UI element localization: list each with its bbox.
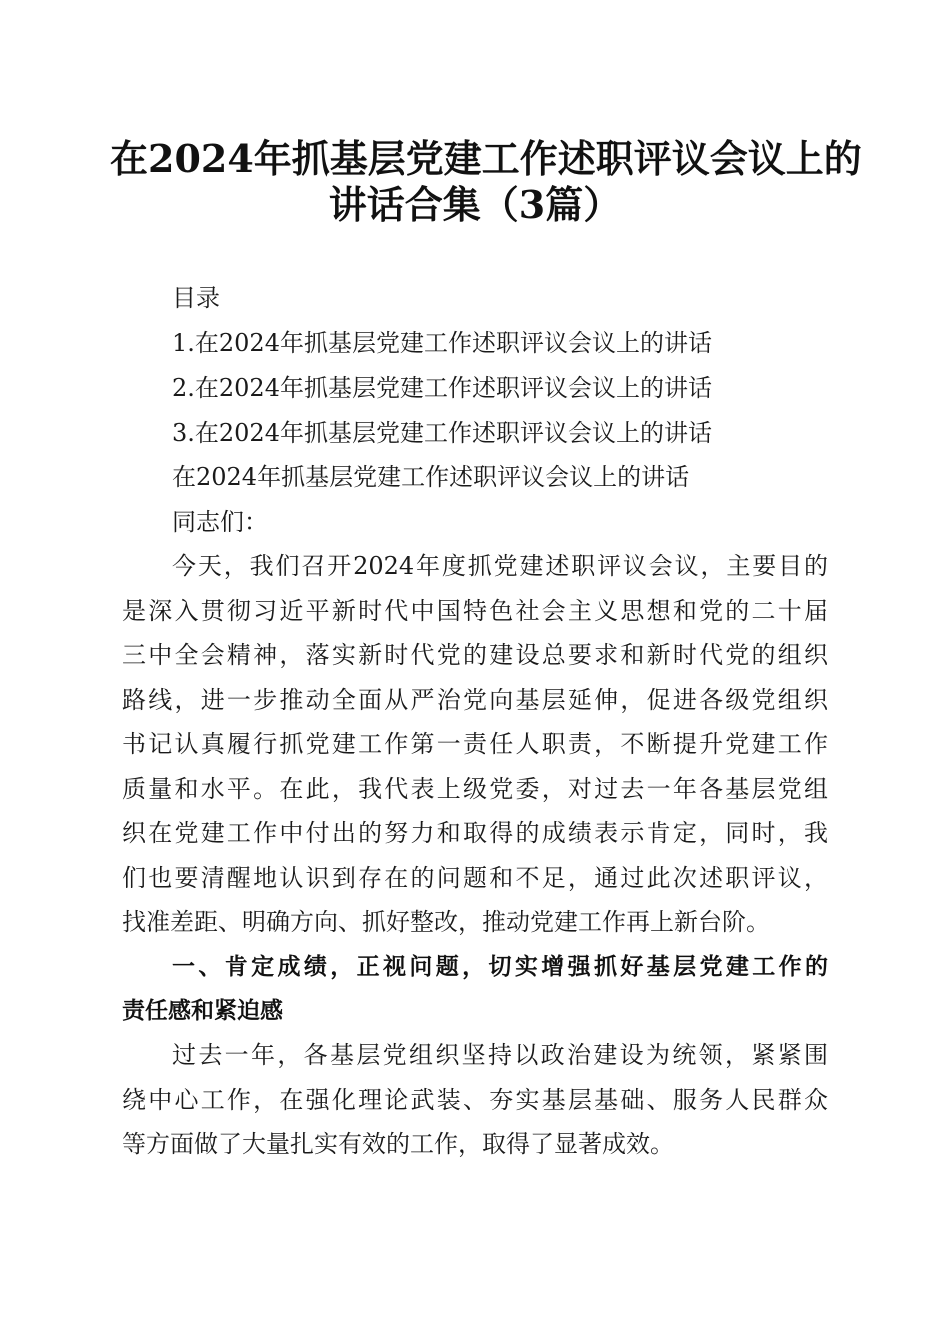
toc-item-1: 1.在2024年抓基层党建工作述职评议会议上的讲话 bbox=[172, 329, 712, 357]
paragraph-1-line-5: 书记认真履行抓党建工作第一责任人职责，不断提升党建工作 bbox=[122, 730, 828, 758]
paragraph-1-line-9: 找准差距、明确方向、抓好整改，推动党建工作再上新台阶。 bbox=[122, 908, 770, 936]
toc-item-2: 2.在2024年抓基层党建工作述职评议会议上的讲话 bbox=[172, 374, 712, 402]
paragraph-1-line-6: 质量和水平。在此，我代表上级党委，对过去一年各基层党组 bbox=[122, 775, 828, 803]
paragraph-1-line-1: 今天，我们召开2024年度抓党建述职评议会议，主要目的 bbox=[172, 552, 828, 580]
paragraph-1-line-7: 织在党建工作中付出的努力和取得的成绩表示肯定，同时，我 bbox=[122, 819, 828, 847]
paragraph-2-line-2: 绕中心工作，在强化理论武装、夯实基层基础、服务人民群众 bbox=[122, 1086, 828, 1114]
document-title-line-2: 讲话合集（3篇） bbox=[328, 182, 622, 227]
paragraph-1-line-2: 是深入贯彻习近平新时代中国特色社会主义思想和党的二十届 bbox=[122, 597, 828, 625]
document-title-line-1: 在2024年抓基层党建工作述职评议会议上的 bbox=[110, 136, 862, 181]
paragraph-1-line-3: 三中全会精神，落实新时代党的建设总要求和新时代党的组织 bbox=[122, 641, 828, 669]
paragraph-2-line-1: 过去一年，各基层党组织坚持以政治建设为统领，紧紧围 bbox=[172, 1041, 828, 1069]
speech-title: 在2024年抓基层党建工作述职评议会议上的讲话 bbox=[172, 463, 690, 491]
toc-heading: 目录 bbox=[172, 284, 220, 312]
toc-item-3: 3.在2024年抓基层党建工作述职评议会议上的讲话 bbox=[172, 419, 712, 447]
speech-greeting: 同志们： bbox=[172, 508, 268, 536]
section-1-heading-line-1: 一、肯定成绩，正视问题，切实增强抓好基层党建工作的 bbox=[172, 954, 828, 980]
paragraph-1-line-8: 们也要清醒地认识到存在的问题和不足，通过此次述职评议， bbox=[122, 864, 828, 892]
paragraph-1-line-4: 路线，进一步推动全面从严治党向基层延伸，促进各级党组织 bbox=[122, 686, 828, 714]
paragraph-2-line-3: 等方面做了大量扎实有效的工作，取得了显著成效。 bbox=[122, 1130, 674, 1158]
section-1-heading-line-2: 责任感和紧迫感 bbox=[122, 998, 283, 1024]
